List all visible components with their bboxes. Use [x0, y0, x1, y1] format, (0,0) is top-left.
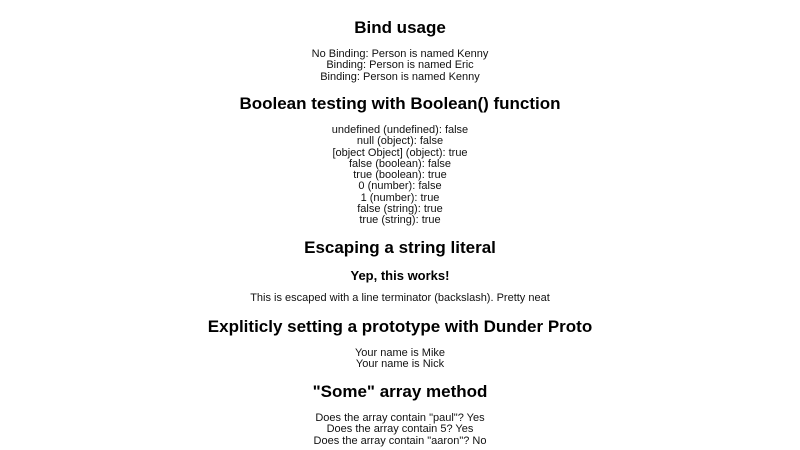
output-line: false (string): true: [357, 203, 443, 216]
escaping-subtitle: Yep, this works!: [350, 268, 450, 283]
output-line: Binding: Person is named Kenny: [320, 70, 480, 83]
output-line: true (string): true: [359, 214, 441, 227]
section-title-boolean: Boolean testing with Boolean() function: [239, 94, 561, 113]
output-line: Your name is Nick: [355, 358, 445, 371]
output-line: Does the array contain 5? Yes: [326, 423, 474, 436]
section-title-escaping: Escaping a string literal: [304, 238, 496, 257]
output-line: Binding: Person is named Eric: [326, 59, 474, 72]
output-line: undefined (undefined): false: [331, 124, 469, 136]
boolean-output: [0, 125, 800, 227]
section-title-some: "Some" array method: [312, 382, 488, 401]
output-line: true (boolean): true: [353, 169, 447, 182]
section-title-proto: Expliticly setting a prototype with Dunder Proto: [207, 317, 593, 336]
escaping-text: This is escaped with a line terminator (backslash). Pretty neat: [250, 292, 550, 304]
section-title-bind: Bind usage: [354, 18, 446, 37]
some-output: [0, 413, 800, 447]
output-line: [object Object] (object): true: [332, 146, 468, 159]
output-line: Your name is Mike: [354, 347, 446, 359]
output-line: Does the array contain "aaron"? No: [313, 434, 487, 447]
output-line: 1 (number): true: [360, 191, 440, 204]
output-line: Does the array contain "paul"? Yes: [315, 412, 485, 424]
output-line: 0 (number): false: [358, 180, 442, 193]
proto-output: [0, 348, 800, 371]
output-line: No Binding: Person is named Kenny: [311, 48, 489, 60]
output-line: null (object): false: [356, 135, 444, 148]
output-line: false (boolean): false: [348, 157, 452, 170]
bind-output: [0, 49, 800, 83]
